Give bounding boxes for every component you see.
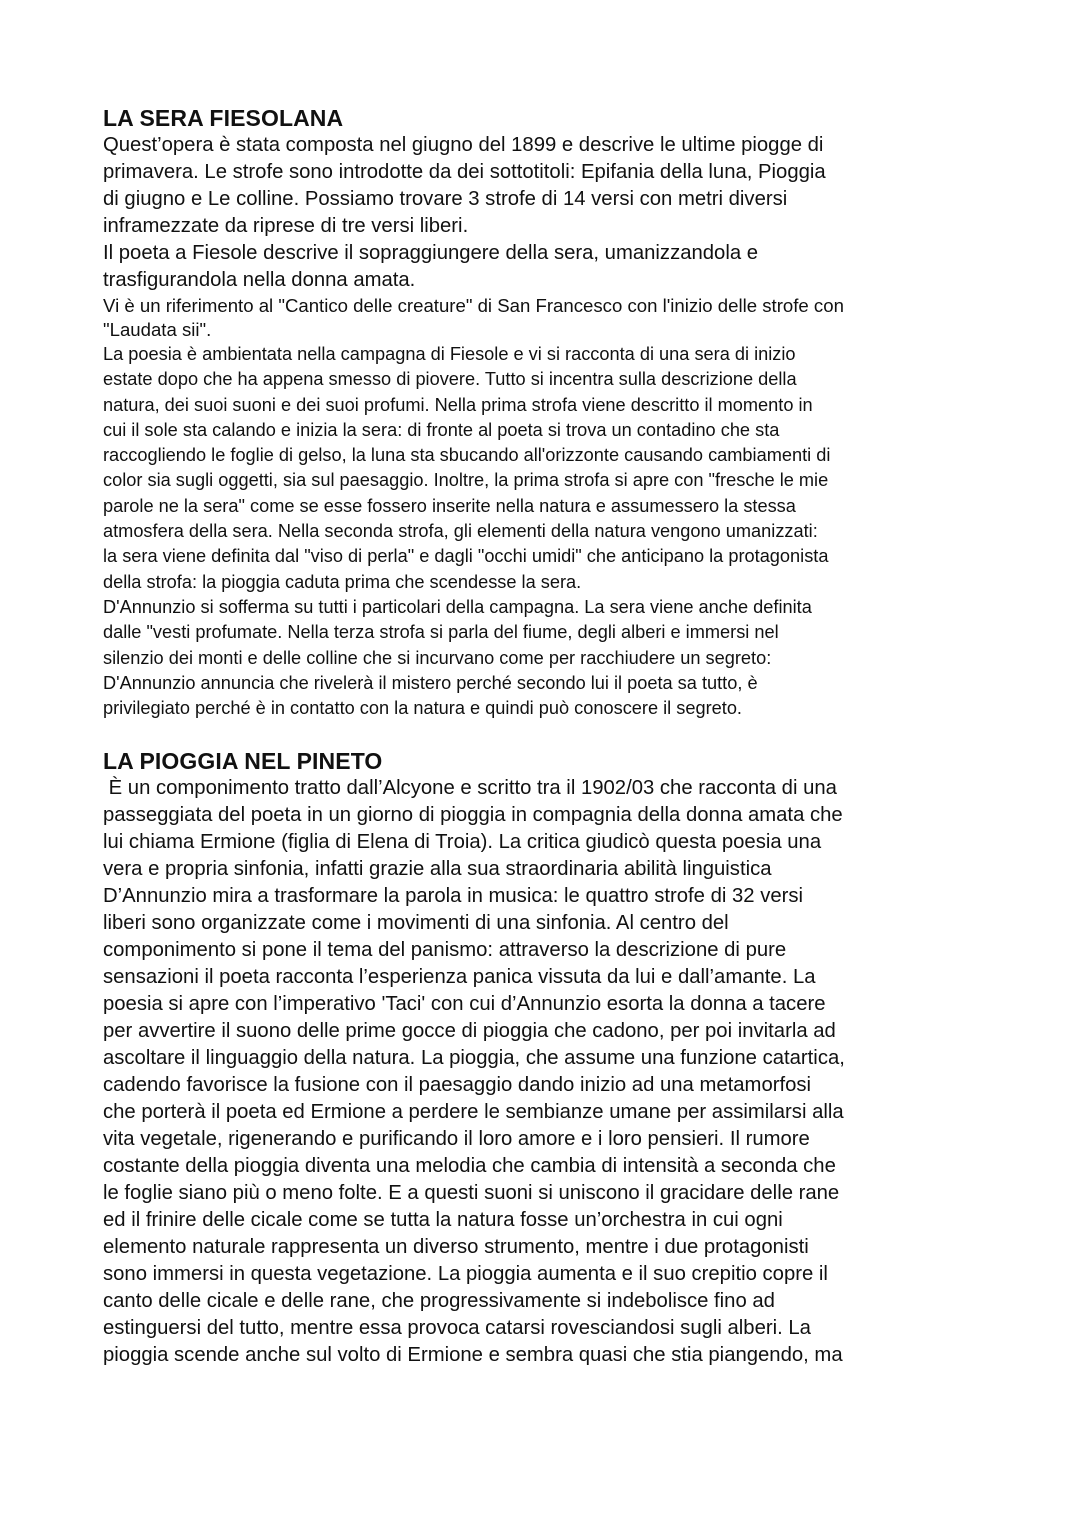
text-line: costante della pioggia diventa una melodia che cambia di intensità a seconda che: [103, 1155, 836, 1178]
text-line: che porterà il poeta ed Ermione a perdere le sembianze umane per assimilarsi alla: [103, 1101, 844, 1124]
text-line: privilegiato perché è in contatto con la natura e quindi può conoscere il segreto.: [103, 698, 742, 719]
text-line: atmosfera della sera. Nella seconda strofa, gli elementi della natura vengono umanizzati:: [103, 521, 818, 542]
text-line: "Laudata sii".: [103, 319, 212, 340]
text-line: trasfigurandola nella donna amata.: [103, 269, 416, 291]
text-line: D’Annunzio mira a trasformare la parola in musica: le quattro strofe di 32 versi: [103, 885, 804, 908]
text-line: inframezzate da riprese di tre versi liberi.: [103, 215, 469, 237]
paragraph-setting: [103, 342, 983, 595]
section-title-sera-fiesolana: LA SERA FIESOLANA: [103, 105, 344, 131]
text-line: D'Annunzio annuncia che rivelerà il mistero perché secondo lui il poeta sa tutto, è: [103, 672, 758, 693]
text-line: cadendo favorisce la fusione con il paesaggio dando inizio ad una metamorfosi: [103, 1074, 812, 1097]
text-line: Il poeta a Fiesole descrive il sopraggiungere della sera, umanizzandola e: [103, 242, 759, 264]
text-line: liberi sono organizzate come i movimenti di una sinfonia. Al centro del: [103, 912, 729, 935]
paragraph-intro: [103, 132, 983, 240]
text-line: sensazioni il poeta racconta l’esperienza panica vissuta da lui e dall’amante. La: [103, 966, 816, 989]
text-line: dalle "vesti profumate. Nella terza strofa si parla del fiume, degli alberi e immersi nel: [103, 622, 779, 643]
paragraph-pioggia-description: [103, 775, 983, 1369]
document-page: [103, 104, 983, 1369]
text-line: color sia sugli oggetti, sia sul paesaggio. Inoltre, la prima strofa si apre con "fresche le mie: [103, 470, 829, 491]
text-line: natura, dei suoi suoni e dei suoi profumi. Nella prima strofa viene descritto il momento in: [103, 394, 813, 415]
text-line: vita vegetale, rigenerando e purificando il loro amore e i loro pensieri. Il rumore: [103, 1128, 810, 1151]
text-line: estinguersi del tutto, mentre essa provoca catarsi rovesciandosi sugli alberi. La: [103, 1317, 811, 1340]
text-line: pioggia scende anche sul volto di Ermione e sembra quasi che stia piangendo, ma: [103, 1344, 843, 1367]
text-line: ascoltare il linguaggio della natura. La pioggia, che assume una funzione catartica,: [103, 1047, 845, 1070]
text-line: vera e propria sinfonia, infatti grazie alla sua straordinaria abilità linguistica: [103, 858, 772, 881]
section-title-pioggia-nel-pineto: LA PIOGGIA NEL PINETO: [103, 748, 383, 775]
text-line: ed il frinire delle cicale come se tutta la natura fosse un’orchestra in cui ogni: [103, 1209, 783, 1232]
text-line: È un componimento tratto dall’Alcyone e scritto tra il 1902/03 che racconta di una: [103, 777, 837, 800]
text-line: lui chiama Ermione (figlia di Elena di Troia). La critica giudicò questa poesia una: [103, 831, 822, 854]
text-line: estate dopo che ha appena smesso di piovere. Tutto si incentra sulla descrizione della: [103, 369, 797, 390]
text-line: la sera viene definita dal "viso di perla" e dagli "occhi umidi" che anticipano la protagonista: [103, 546, 829, 567]
text-line: raccogliendo le foglie di gelso, la luna sta sbucando all'orizzonte causando cambiamenti di: [103, 445, 831, 466]
text-line: canto delle cicale e delle rane, che progressivamente si indebolisce fino ad: [103, 1290, 775, 1313]
text-line: sono immersi in questa vegetazione. La pioggia aumenta e il suo crepitio copre il: [103, 1263, 828, 1286]
text-line: Quest’opera è stata composta nel giugno del 1899 e descrive le ultime piogge di: [103, 134, 824, 156]
text-line: componimento si pone il tema del panismo: attraverso la descrizione di pure: [103, 939, 787, 962]
text-line: D'Annunzio si sofferma su tutti i particolari della campagna. La sera viene anche definita: [103, 596, 812, 617]
paragraph-poet-fiesole: [103, 240, 983, 294]
text-line: passeggiata del poeta in un giorno di pioggia in compagnia della donna amata che: [103, 804, 843, 827]
text-line: silenzio dei monti e delle colline che si incurvano come per racchiudere un segreto:: [103, 647, 772, 668]
text-line: La poesia è ambientata nella campagna di Fiesole e vi si racconta di una sera di inizio: [103, 344, 796, 364]
text-line: di giugno e Le colline. Possiamo trovare 3 strofe di 14 versi con metri diversi: [103, 188, 788, 210]
text-line: poesia si apre con l’imperativo 'Taci' con cui d’Annunzio esorta la donna a tacere: [103, 993, 826, 1016]
text-line: Vi è un riferimento al "Cantico delle creature" di San Francesco con l'inizio delle strofe con: [103, 295, 844, 316]
text-line: elemento naturale rappresenta un diverso strumento, mentre i due protagonisti: [103, 1236, 809, 1259]
text-line: della strofa: la pioggia caduta prima che scendesse la sera.: [103, 571, 582, 592]
text-line: parole ne la sera" come se esse fossero inserite nella natura e assumessero la stessa: [103, 495, 796, 516]
text-line: cui il sole sta calando e inizia la sera: di fronte al poeta si trova un contadino che sta: [103, 419, 780, 440]
section-spacer: [103, 721, 983, 747]
text-line: per avvertire il suono delle prime gocce di pioggia che cadono, per poi invitarla ad: [103, 1020, 836, 1043]
text-line: le foglie siano più o meno folte. E a questi suoni si uniscono il gracidare delle rane: [103, 1182, 840, 1205]
paragraph-cantico-reference: [103, 294, 983, 342]
text-line: primavera. Le strofe sono introdotte da dei sottotitoli: Epifania della luna, Pioggia: [103, 161, 826, 183]
paragraph-dannunzio-details: [103, 595, 983, 721]
